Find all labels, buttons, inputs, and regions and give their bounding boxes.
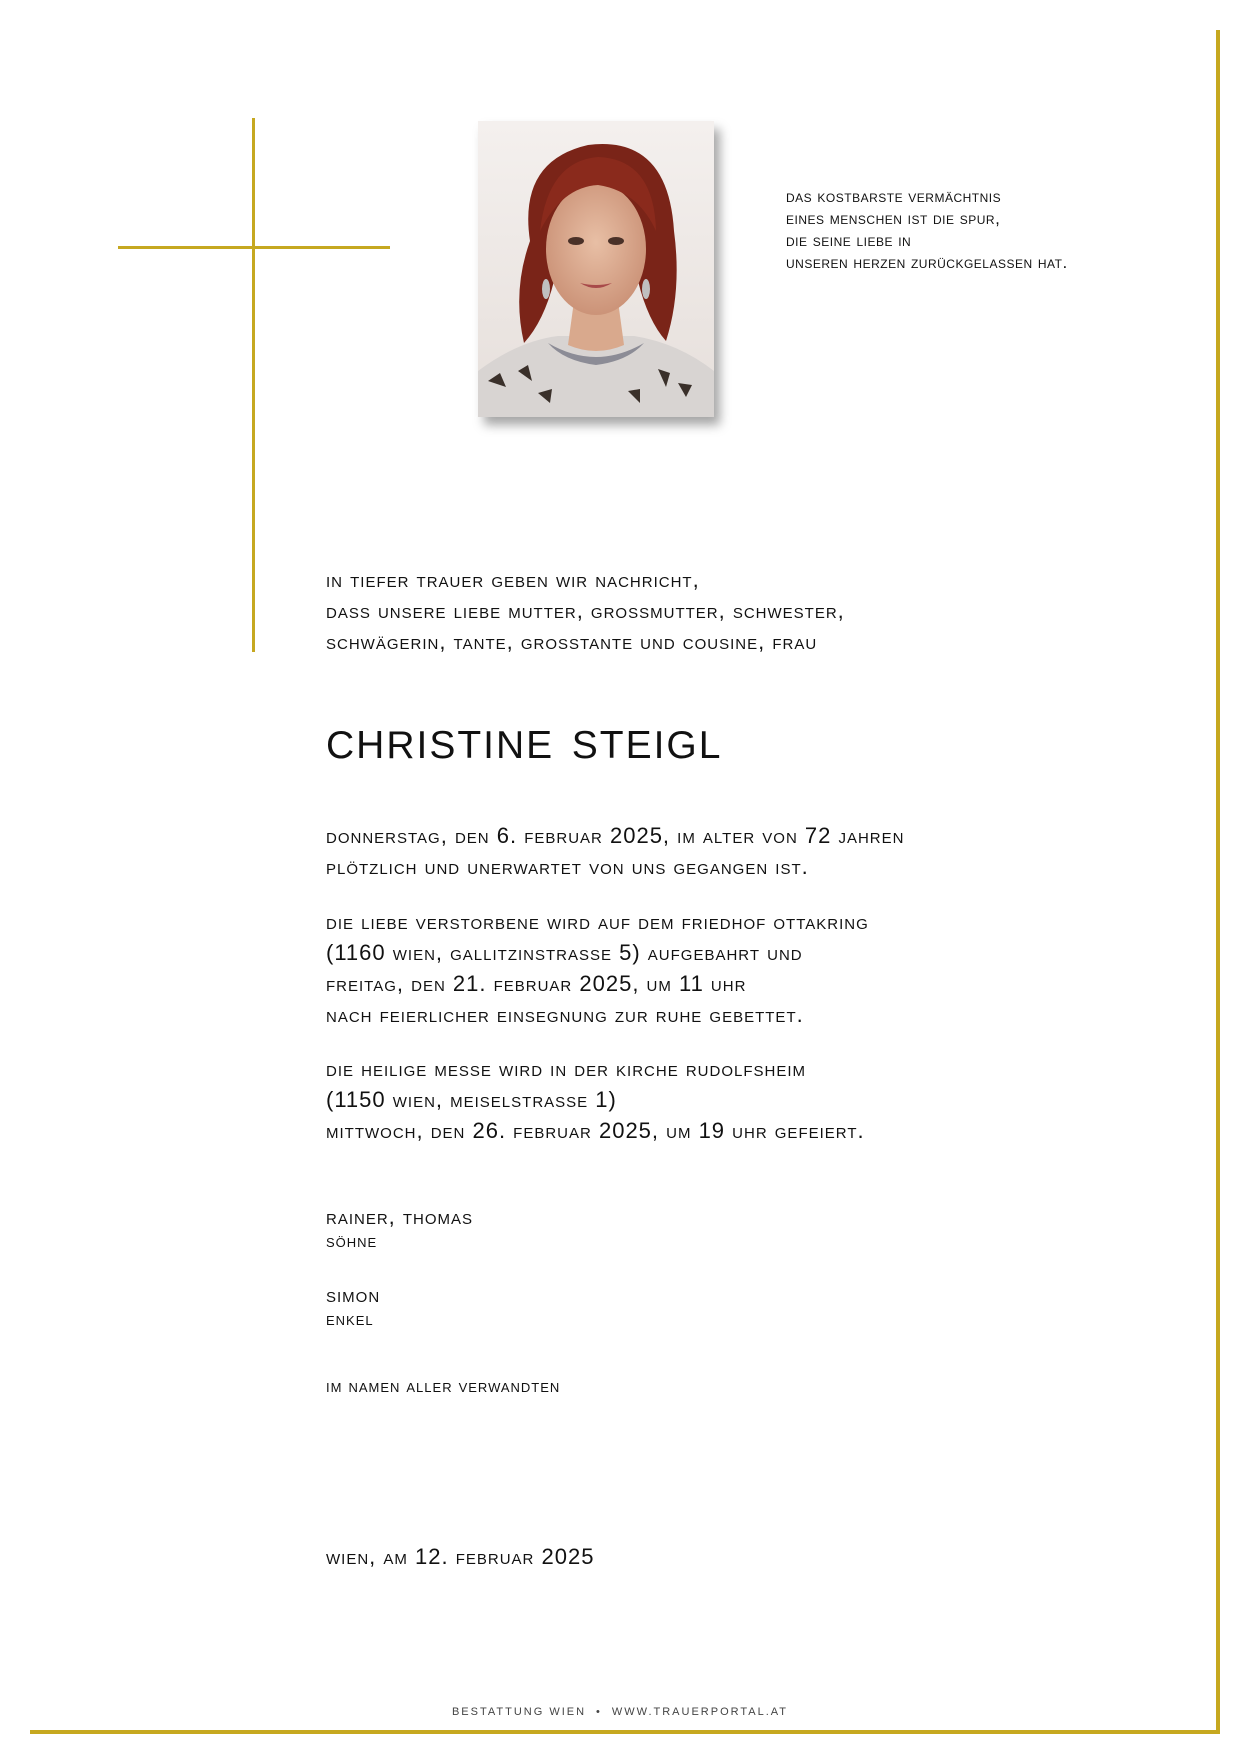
mass-line: (1150 wien, meiselstrasse 1) xyxy=(326,1087,617,1112)
frame-bottom-line xyxy=(30,1730,1220,1734)
quote-line: das kostbarste vermächtnis xyxy=(786,187,1002,206)
intro-line: in tiefer trauer geben wir nachricht, xyxy=(326,567,700,592)
signer-group xyxy=(326,1204,473,1252)
funeral-line: die liebe verstorbene wird auf dem friedhof ottakring xyxy=(326,909,869,934)
signer-role: söhne xyxy=(326,1231,378,1251)
funeral-line: (1160 wien, gallitzinstrasse 5) aufgebahrt und xyxy=(326,940,803,965)
quote-line: eines menschen ist die spur, xyxy=(786,209,1001,228)
signer-name: simon xyxy=(326,1282,381,1307)
mass-line: die heilige messe wird in der kirche rudolfsheim xyxy=(326,1056,807,1081)
signer-role: enkel xyxy=(326,1309,374,1329)
footer-website-link[interactable]: WWW.TRAUERPORTAL.AT xyxy=(611,1706,789,1718)
mass-line: mittwoch, den 26. februar 2025, um 19 uhr gefeiert. xyxy=(326,1118,865,1143)
signer-name: rainer, thomas xyxy=(326,1204,474,1229)
cross-vertical-bar xyxy=(252,118,255,652)
funeral-line: nach feierlicher einsegnung zur ruhe gebettet. xyxy=(326,1002,804,1027)
death-notice xyxy=(326,820,904,882)
funeral-line: freitag, den 21. februar 2025, um 11 uhr xyxy=(326,971,747,996)
intro-line: schwägerin, tante, grosstante und cousine, frau xyxy=(326,629,818,654)
memorial-quote xyxy=(786,186,1068,274)
deceased-name: christine steigl xyxy=(326,707,723,770)
signer-group xyxy=(326,1282,380,1330)
place-date: wien, am 12. februar 2025 xyxy=(326,1544,595,1569)
footer-company: BESTATTUNG WIEN xyxy=(451,1706,587,1718)
death-notice-line: plötzlich und unerwartet von uns gegangen ist. xyxy=(326,854,809,879)
intro-line: dass unsere liebe mutter, grossmutter, schwester, xyxy=(326,598,845,623)
quote-line: die seine liebe in xyxy=(786,231,912,250)
footer-separator: • xyxy=(596,1706,602,1718)
portrait-photo-icon xyxy=(478,121,714,417)
footer xyxy=(0,1706,1240,1718)
intro-text xyxy=(326,564,845,657)
relatives-note: im namen aller verwandten xyxy=(326,1376,561,1396)
mass-details xyxy=(326,1053,865,1146)
portrait-photo xyxy=(478,121,714,417)
frame-right-line xyxy=(1216,30,1220,1734)
funeral-details xyxy=(326,906,869,1030)
quote-line: unseren herzen zurückgelassen hat. xyxy=(786,253,1068,272)
death-notice-line: donnerstag, den 6. februar 2025, im alter von 72 jahren xyxy=(326,823,905,848)
cross-horizontal-bar xyxy=(118,246,390,249)
